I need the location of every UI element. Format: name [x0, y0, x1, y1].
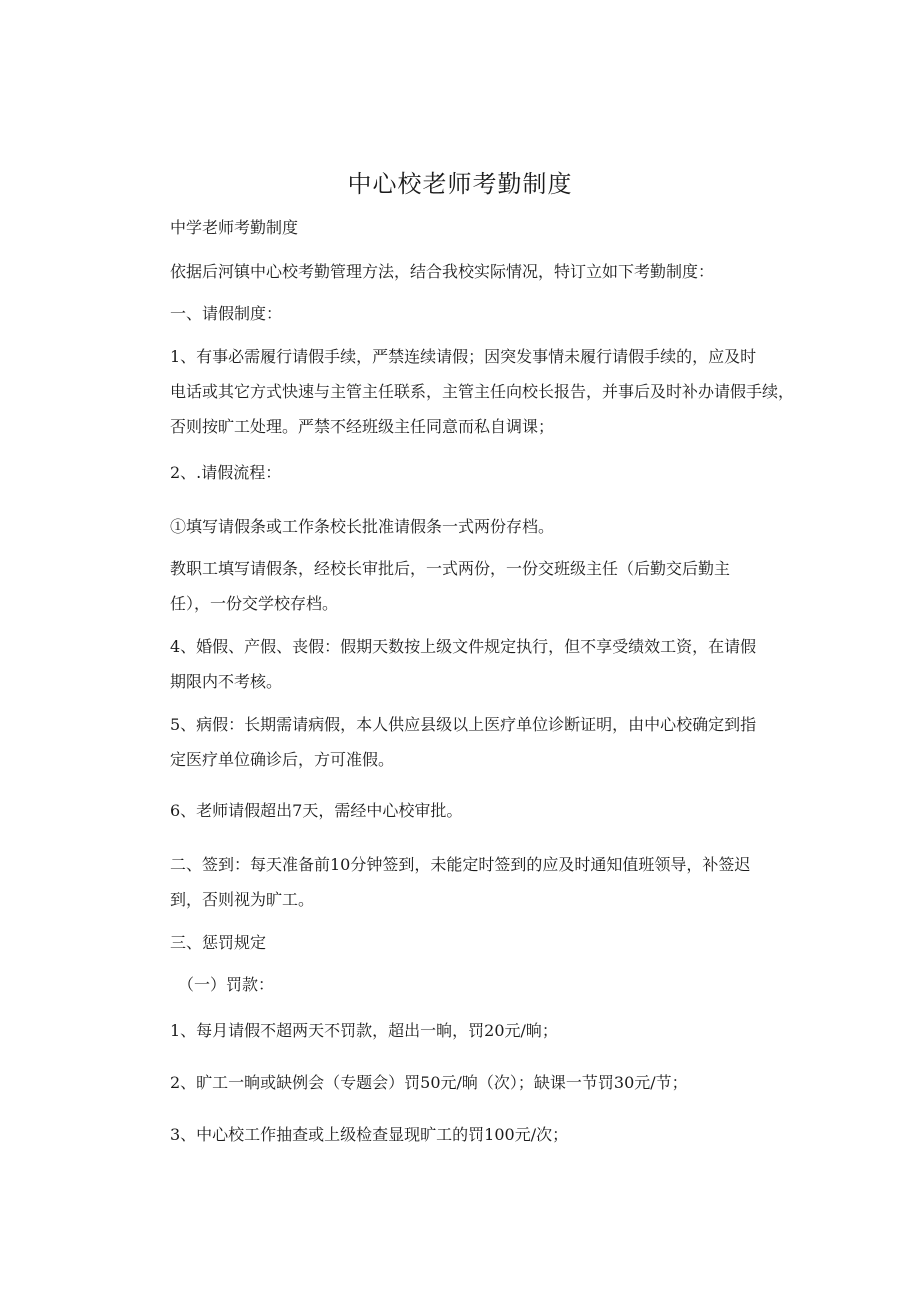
section2-line: 到，否则视为旷工。 — [170, 890, 315, 909]
item2-paragraph — [170, 455, 790, 490]
fine1-paragraph — [170, 1013, 790, 1048]
document-title: 中心校老师考勤制度 — [347, 170, 573, 198]
section3-sub1 — [178, 967, 798, 1002]
item5-paragraph — [170, 707, 790, 777]
intro-line: 依据后河镇中心校考勤管理方法，结合我校实际情况，特订立如下考勤制度： — [170, 262, 715, 281]
item2-detail-line: 教职工填写请假条，经校长审批后，一式两份，一份交班级主任（后勤交后勤主 — [170, 559, 731, 578]
section3-sub1-line: （一）罚款： — [178, 975, 275, 994]
fine3-line: 3、中心校工作抽查或上级检查显现旷工的罚100元/次； — [170, 1125, 569, 1144]
item1-line: 否则按旷工处理。严禁不经班级主任同意而私自调课； — [170, 417, 555, 436]
fine3-paragraph — [170, 1117, 790, 1152]
item5-line: 5、病假：长期需请病假，本人供应县级以上医疗单位诊断证明，由中心校确定到指 — [170, 715, 757, 734]
item1-paragraph — [170, 339, 795, 444]
item6-line: 6、老师请假超出7天，需经中心校审批。 — [170, 801, 463, 820]
subtitle-line: 中学老师考勤制度 — [170, 218, 299, 237]
section2-line: 二、签到：每天准备前10分钟签到，未能定时签到的应及时通知值班领导，补签迟 — [170, 855, 751, 874]
item2-line: 2、.请假流程： — [170, 463, 282, 482]
section2-paragraph — [170, 847, 790, 917]
fine2-paragraph — [170, 1065, 790, 1100]
item6-paragraph — [170, 793, 790, 828]
item1-line: 电话或其它方式快速与主管主任联系，主管主任向校长报告，并事后及时补办请假手续， — [170, 382, 795, 401]
subtitle — [170, 210, 790, 245]
item4-line: 4、婚假、产假、丧假：假期天数按上级文件规定执行，但不享受绩效工资，在请假 — [170, 637, 757, 656]
section3-heading — [170, 925, 790, 960]
item2-step1-paragraph — [170, 509, 790, 544]
fine2-line: 2、旷工一晌或缺例会（专题会）罚50元/晌（次）；缺课一节罚30元/节； — [170, 1073, 688, 1092]
section1-heading — [170, 296, 790, 331]
item4-paragraph — [170, 629, 790, 699]
item4-line: 期限内不考核。 — [170, 672, 283, 691]
item2-detail-line: 任），一份交学校存档。 — [170, 594, 339, 613]
intro-paragraph — [170, 254, 790, 289]
item1-line: 1、有事必需履行请假手续，严禁连续请假；因突发事情未履行请假手续的，应及时 — [170, 347, 757, 366]
item2-detail-paragraph — [170, 551, 790, 621]
section1-heading-line: 一、请假制度： — [170, 304, 283, 323]
fine1-line: 1、每月请假不超两天不罚款，超出一晌，罚20元/晌； — [170, 1021, 558, 1040]
section3-heading-line: 三、惩罚规定 — [170, 933, 267, 952]
item2-step1-line: ①填写请假条或工作条校长批准请假条一式两份存档。 — [170, 517, 555, 536]
item5-line: 定医疗单位确诊后，方可准假。 — [170, 750, 395, 769]
